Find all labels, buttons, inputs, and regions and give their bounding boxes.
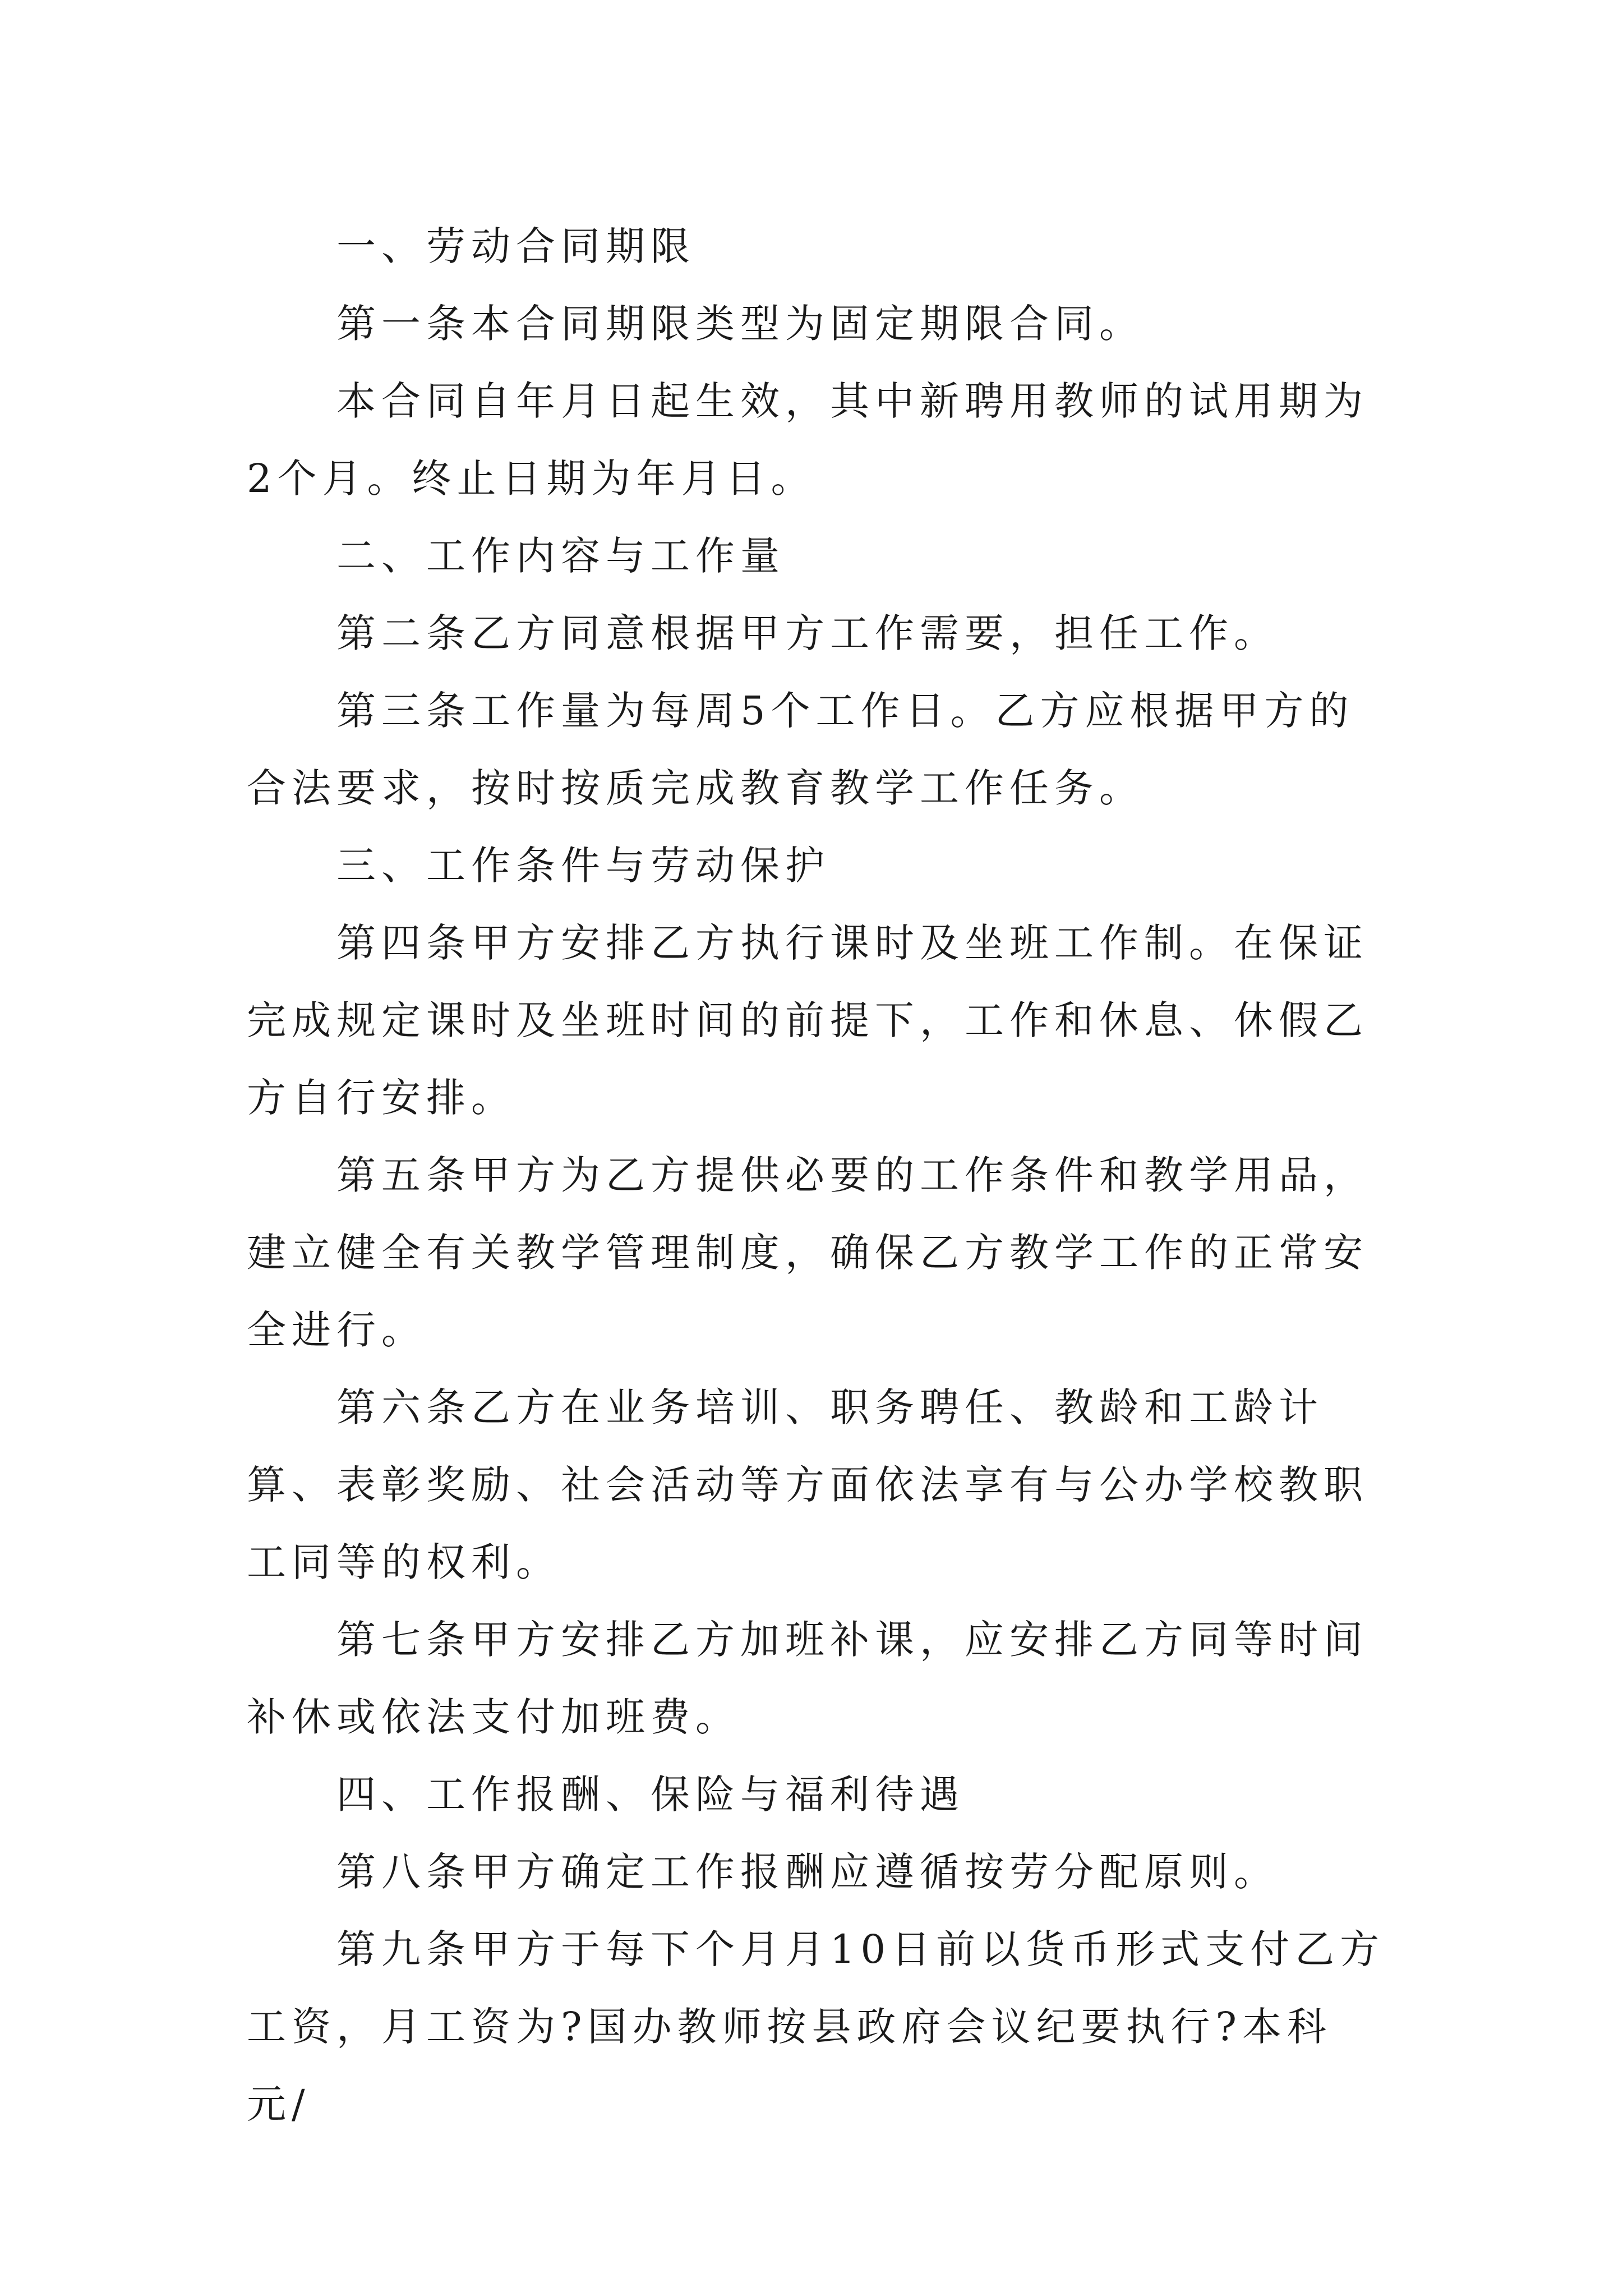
article-7: 第七条甲方安排乙方加班补课，应安排乙方同等时间补休或依法支付加班费。 (247, 1617, 1368, 1740)
article-8: 第八条甲方确定工作报酬应遵循按劳分配原则。 (336, 1849, 1279, 1895)
article-6: 第六条乙方在业务培训、职务聘任、教龄和工龄计算、表彰奖励、社会活动等方面依法享有与公办学校教职工同等的权利。 (247, 1384, 1368, 1585)
section-heading-contract-term: 一、劳动合同期限 (336, 223, 695, 269)
article-1-detail: 本合同自年月日起生效，其中新聘用教师的试用期为2个月。终止日期为年月日。 (247, 378, 1368, 501)
article-2: 第二条乙方同意根据甲方工作需要，担任工作。 (336, 610, 1279, 656)
article-4: 第四条甲方安排乙方执行课时及坐班工作制。在保证完成规定课时及坐班时间的前提下，工作和休息、休假乙方自行安排。 (247, 920, 1368, 1121)
section-heading-work-content: 二、工作内容与工作量 (336, 533, 785, 579)
article-1: 第一条本合同期限类型为固定期限合同。 (336, 301, 1144, 347)
section-heading-remuneration: 四、工作报酬、保险与福利待遇 (336, 1772, 965, 1818)
article-3: 第三条工作量为每周5个工作日。乙方应根据甲方的合法要求，按时按质完成教育教学工作任务。 (247, 688, 1354, 811)
document-body (247, 208, 1385, 2143)
article-5: 第五条甲方为乙方提供必要的工作条件和教学用品，建立健全有关教学管理制度，确保乙方教学工作的正常安全进行。 (247, 1152, 1368, 1353)
article-9: 第九条甲方于每下个月月10日前以货币形式支付乙方工资，月工资为?国办教师按县政府会议纪要执行?本科元/ (247, 1926, 1385, 2127)
section-heading-work-conditions: 三、工作条件与劳动保护 (336, 843, 830, 889)
